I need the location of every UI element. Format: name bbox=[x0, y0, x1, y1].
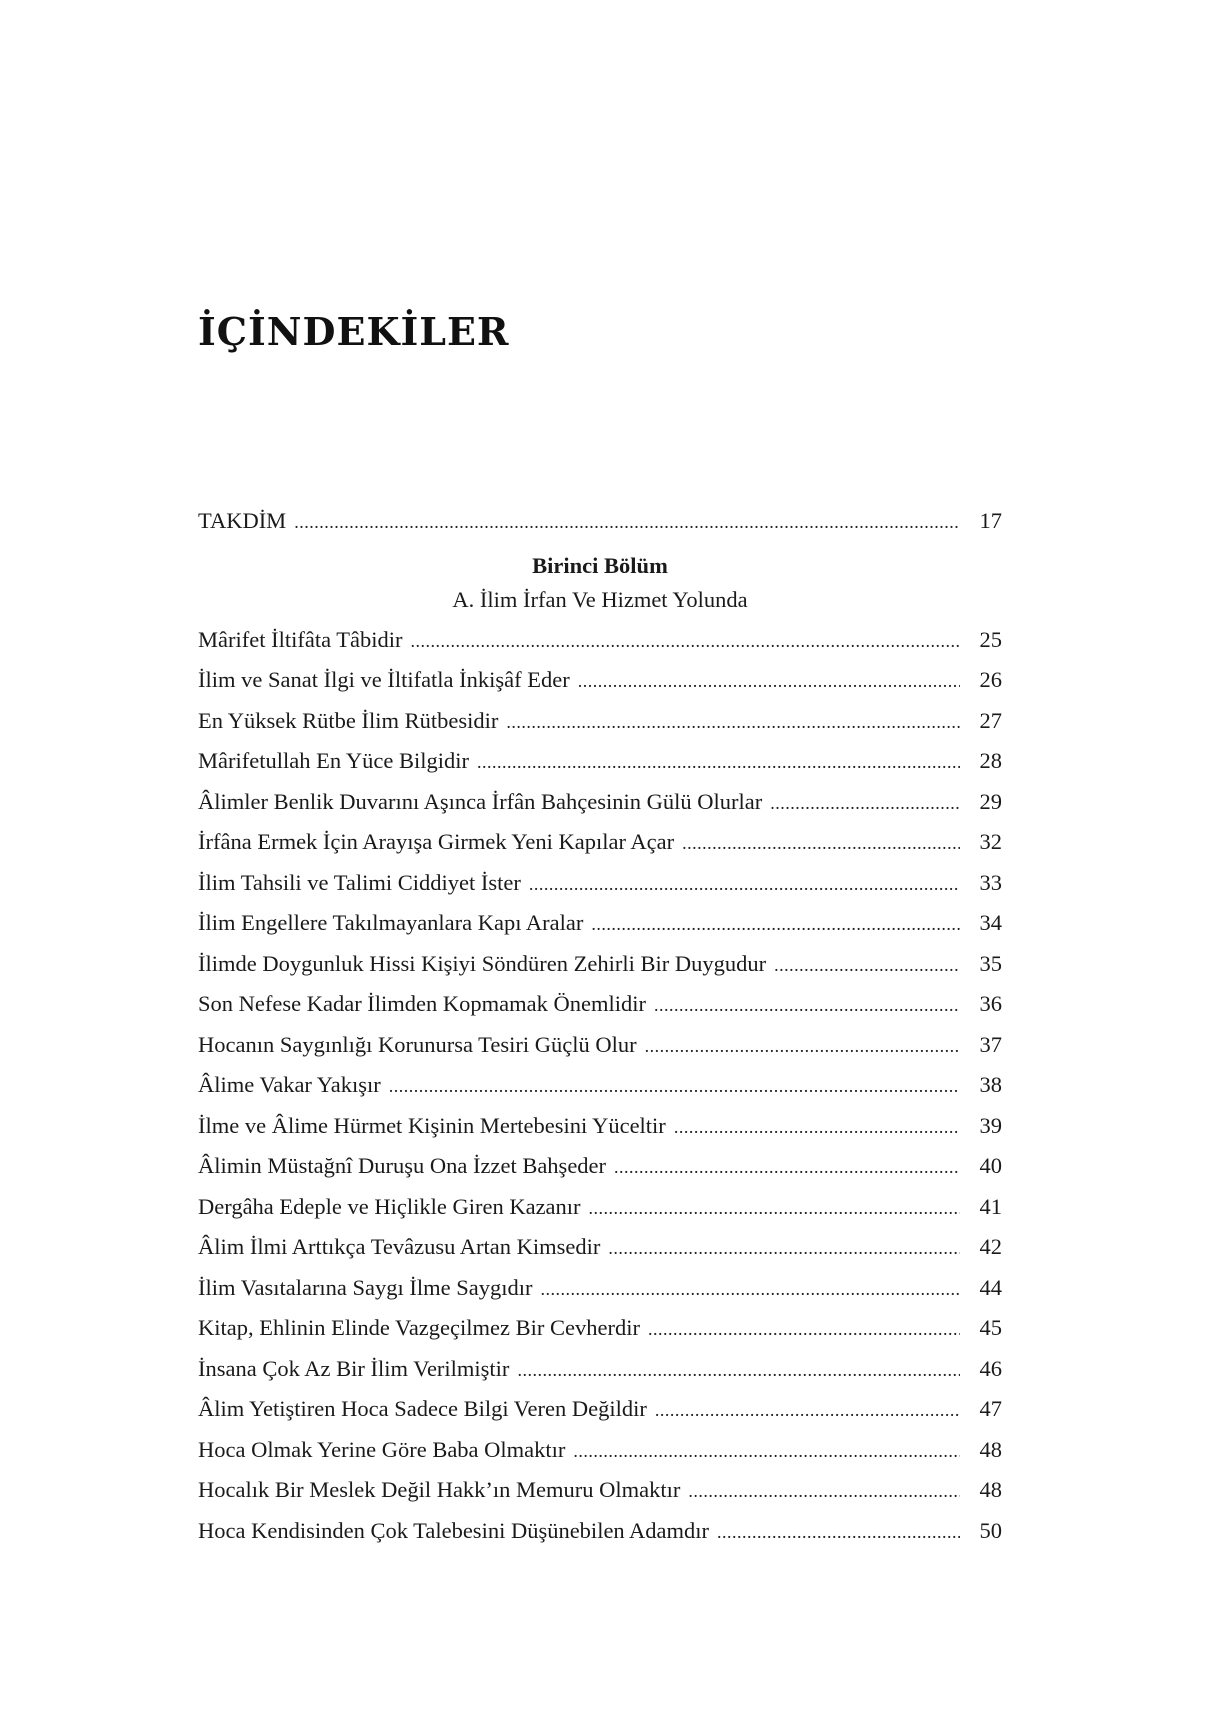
toc-entry-page: 40 bbox=[979, 1153, 1002, 1178]
toc-entry-title: Dergâha Edeple ve Hiçlikle Giren Kazanır bbox=[198, 1193, 581, 1219]
toc-entry-page: 29 bbox=[979, 788, 1002, 814]
toc-entry-page: 25 bbox=[979, 626, 1002, 652]
toc-entry-page: 50 bbox=[979, 1517, 1002, 1543]
toc-entry-page: 27 bbox=[979, 707, 1002, 733]
toc-entry[interactable] bbox=[198, 1511, 1002, 1552]
toc-entry[interactable] bbox=[198, 1025, 1002, 1066]
toc-entry-title: İlim ve Sanat İlgi ve İltifatla İnkişâf Eder bbox=[198, 667, 570, 692]
toc-entry[interactable] bbox=[198, 822, 1002, 863]
toc-entry-title: İnsana Çok Az Bir İlim Verilmiştir bbox=[198, 1355, 510, 1381]
toc-entry-title: Âlimin Müstağnî Duruşu Ona İzzet Bahşeder bbox=[198, 1153, 607, 1178]
toc-entry[interactable] bbox=[198, 1349, 1002, 1390]
toc-entry-page: 33 bbox=[979, 869, 1002, 895]
dot-leader bbox=[614, 1147, 960, 1188]
dot-leader bbox=[578, 661, 960, 702]
toc-entry-title: Hocalık Bir Meslek Değil Hakk’ın Memuru Olmaktır bbox=[198, 1477, 681, 1502]
toc-entry-page: 48 bbox=[979, 1477, 1002, 1502]
toc-entry-page: 47 bbox=[979, 1396, 1002, 1421]
dot-leader bbox=[541, 1269, 960, 1310]
toc-entry[interactable] bbox=[198, 782, 1002, 823]
toc-entry-page: 46 bbox=[979, 1355, 1002, 1381]
toc-entry[interactable] bbox=[198, 903, 1002, 944]
toc-entry-title: Hoca Kendisinden Çok Talebesini Düşünebilen Adamdır bbox=[198, 1517, 710, 1543]
dot-leader bbox=[688, 1471, 960, 1512]
toc-entry[interactable] bbox=[198, 741, 1002, 782]
toc-entry-page: 42 bbox=[979, 1234, 1002, 1259]
toc-entry-page: 45 bbox=[979, 1315, 1002, 1340]
dot-leader bbox=[608, 1228, 960, 1269]
dot-leader bbox=[411, 621, 961, 662]
dot-leader bbox=[648, 1309, 960, 1350]
toc-entry-title: Mârifet İltifâta Tâbidir bbox=[198, 626, 403, 652]
dot-leader bbox=[774, 945, 960, 986]
toc-entry-page: 35 bbox=[979, 950, 1002, 976]
toc-entry-title: Kitap, Ehlinin Elinde Vazgeçilmez Bir Cevherdir bbox=[198, 1315, 640, 1340]
toc-entry[interactable] bbox=[198, 1470, 1002, 1511]
toc-entry[interactable] bbox=[198, 944, 1002, 985]
toc-entry-page: 48 bbox=[979, 1436, 1002, 1462]
toc-entry-page: 38 bbox=[979, 1072, 1002, 1097]
toc-entry[interactable] bbox=[198, 660, 1002, 701]
dot-leader bbox=[589, 1188, 960, 1229]
toc-entry-page: 17 bbox=[979, 508, 1002, 533]
toc-entry-page: 26 bbox=[979, 667, 1002, 692]
toc-entry[interactable] bbox=[198, 1187, 1002, 1228]
toc-entry-page: 32 bbox=[979, 829, 1002, 854]
dot-leader bbox=[655, 1390, 960, 1431]
toc-entry[interactable] bbox=[198, 1268, 1002, 1309]
dot-leader bbox=[389, 1066, 960, 1107]
toc-entry[interactable] bbox=[198, 863, 1002, 904]
toc-entry-title: İlimde Doygunluk Hissi Kişiyi Söndüren Zehirli Bir Duygudur bbox=[198, 950, 767, 976]
toc-entry-title: Âlim İlmi Arttıkça Tevâzusu Artan Kimsedir bbox=[198, 1234, 601, 1259]
toc-entry[interactable] bbox=[198, 1389, 1002, 1430]
toc-entry-title: Mârifetullah En Yüce Bilgidir bbox=[198, 748, 469, 773]
dot-leader bbox=[529, 864, 960, 905]
chapter-heading: Birinci Bölüm bbox=[532, 552, 668, 578]
dot-leader bbox=[294, 502, 960, 543]
toc-entry[interactable] bbox=[198, 1065, 1002, 1106]
toc-entry-page: 37 bbox=[979, 1031, 1002, 1057]
toc-entry[interactable] bbox=[198, 1227, 1002, 1268]
toc-entry-page: 44 bbox=[979, 1274, 1002, 1300]
dot-leader bbox=[674, 1107, 960, 1148]
toc-entry-title: En Yüksek Rütbe İlim Rütbesidir bbox=[198, 707, 499, 733]
dot-leader bbox=[591, 904, 960, 945]
dot-leader bbox=[717, 1512, 960, 1553]
toc-entry-intro[interactable] bbox=[198, 501, 1002, 542]
toc-entry-page: 41 bbox=[979, 1193, 1002, 1219]
dot-leader bbox=[573, 1431, 960, 1472]
toc-entry[interactable] bbox=[198, 1308, 1002, 1349]
toc-entry-title: Hocanın Saygınlığı Korunursa Tesiri Güçlü Olur bbox=[198, 1031, 637, 1057]
toc-entry-title: Âlime Vakar Yakışır bbox=[198, 1072, 381, 1097]
toc-entry-page: 34 bbox=[979, 910, 1002, 935]
dot-leader bbox=[477, 742, 960, 783]
toc-entry-title: Son Nefese Kadar İlimden Kopmamak Önemlidir bbox=[198, 991, 647, 1016]
dot-leader bbox=[517, 1350, 960, 1391]
chapter-subheading: A. İlim İrfan Ve Hizmet Yolunda bbox=[452, 586, 748, 612]
toc-entry-title: Âlimler Benlik Duvarını Aşınca İrfân Bahçesinin Gülü Olurlar bbox=[198, 788, 763, 814]
toc-entry-title: Hoca Olmak Yerine Göre Baba Olmaktır bbox=[198, 1436, 566, 1462]
toc-entry[interactable] bbox=[198, 1106, 1002, 1147]
toc-entry-page: 39 bbox=[979, 1112, 1002, 1138]
toc-entry-page: 28 bbox=[979, 748, 1002, 773]
dot-leader bbox=[770, 783, 960, 824]
toc-entry[interactable] bbox=[198, 984, 1002, 1025]
dot-leader bbox=[682, 823, 960, 864]
toc-entry[interactable] bbox=[198, 701, 1002, 742]
toc-entry-title: İlim Engellere Takılmayanlara Kapı Aralar bbox=[198, 910, 584, 935]
toc-entry-title: Âlim Yetiştiren Hoca Sadece Bilgi Veren Değildir bbox=[198, 1396, 647, 1421]
dot-leader bbox=[506, 702, 960, 743]
page-title: İÇİNDEKİLER bbox=[198, 309, 510, 354]
dot-leader bbox=[645, 1026, 960, 1067]
toc-entry-title: TAKDİM bbox=[198, 508, 287, 533]
toc-entry-title: İlim Tahsili ve Talimi Ciddiyet İster bbox=[198, 869, 521, 895]
toc-entry-page: 36 bbox=[979, 991, 1002, 1016]
toc-entry[interactable] bbox=[198, 1146, 1002, 1187]
dot-leader bbox=[654, 985, 960, 1026]
toc-entry-list bbox=[198, 620, 1002, 1552]
table-of-contents bbox=[198, 501, 1002, 1551]
toc-entry[interactable] bbox=[198, 620, 1002, 661]
toc-entry-title: İrfâna Ermek İçin Arayışa Girmek Yeni Kapılar Açar bbox=[198, 829, 675, 854]
toc-entry-title: İlme ve Âlime Hürmet Kişinin Mertebesini Yüceltir bbox=[198, 1112, 666, 1138]
toc-entry[interactable] bbox=[198, 1430, 1002, 1471]
toc-entry-title: İlim Vasıtalarına Saygı İlme Saygıdır bbox=[198, 1274, 533, 1300]
